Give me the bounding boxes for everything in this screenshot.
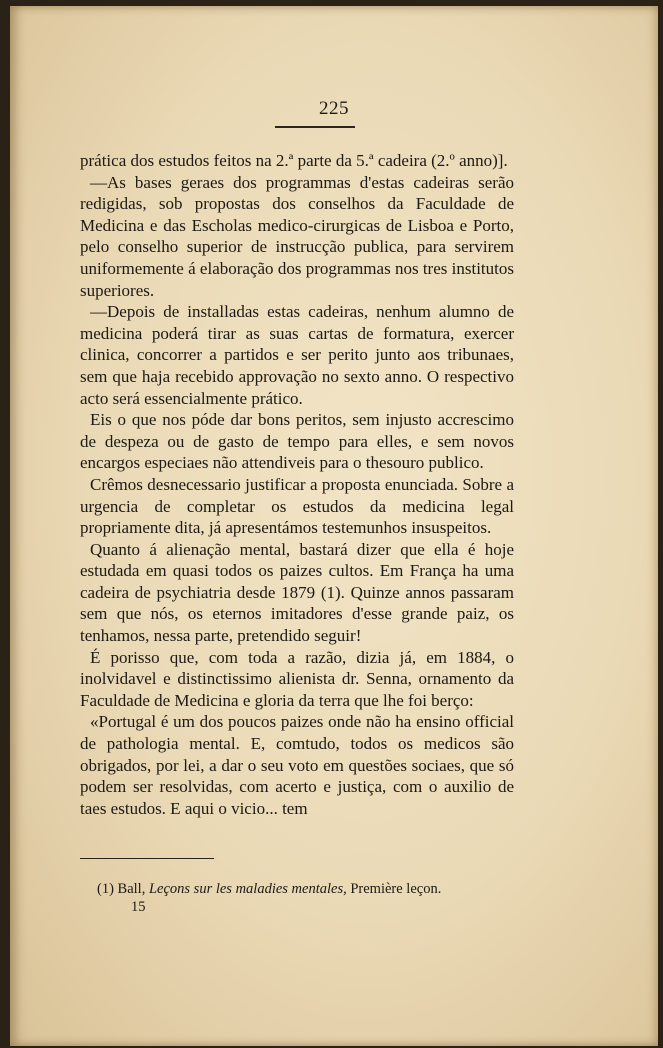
- paragraph: Quanto á alienação mental, bastará dizer que ella é hoje estudada em quasi todos os paizes cultos. Em França ha uma cadeira de psychiatria desde 1879 (1). Quinze annos passaram sem que nós, os eternos imitadores d'esse grande paiz, os tenhamos, nessa parte, pretendido seguir!: [80, 539, 514, 646]
- footnote-title: Leçons sur les maladies mentales,: [148, 881, 347, 897]
- paragraph: «Portugal é um dos poucos paizes onde não ha ensino official de pathologia mental. E, comtudo, todos os medicos são obrigados, por lei, a dar o seu voto em questões sociaes, que só podem ser resolvidas, com acerto e justiça, com o auxilio de taes estudos. E aqui o vicio... tem: [80, 712, 514, 818]
- paragraph: Eis o que nos póde dar bons peritos, sem injusto accrescimo de despeza ou de gasto de tempo para elles, e sem novos encargos especiaes não attendiveis para o thesouro publico.: [80, 410, 514, 473]
- footnote: [97, 881, 441, 898]
- paragraph: prática dos estudos feitos na 2.ª parte da 5.ª cadeira (2.º anno)].: [80, 151, 508, 170]
- page-number: 225: [319, 98, 349, 119]
- paragraph: —Depois de installadas estas cadeiras, nenhum alumno de medicina poderá tirar as suas cartas de formatura, exercer clinica, concorrer a partidos e ser perito junto aos tribunaes, sem que haja recebido approvação no sexto anno. O respectivo acto será essencialmente prático.: [80, 302, 514, 408]
- footnote-rest: Première leçon.: [350, 881, 442, 897]
- footnote-rule: [80, 858, 214, 859]
- footnote-marker: (1): [97, 881, 114, 897]
- body-text: [80, 150, 514, 819]
- printer-signature-mark: 15: [131, 899, 146, 915]
- paragraph: Crêmos desnecessario justificar a proposta enunciada. Sobre a urgencia de completar os estudos da medicina legal propriamente dita, já apresentámos testemunhos insuspeitos.: [80, 474, 514, 538]
- paragraph: É porisso que, com toda a razão, dizia já, em 1884, o inolvidavel e distinctissimo alienista dr. Senna, ornamento da Faculdade de Medicina e gloria da terra que lhe foi berço:: [80, 647, 514, 710]
- book-page: [10, 6, 658, 1046]
- page-number-rule: [275, 126, 355, 128]
- footnote-author: Ball,: [117, 881, 146, 897]
- paragraph: —As bases geraes dos programmas d'estas cadeiras serão redigidas, sob propostas dos conselhos da Faculdade de Medicina e das Escholas medico-cirurgicas de Lisboa e Porto, pelo conselho superior de instrucção publica, para servirem uniformemente á elaboração dos programmas nos tres institutos superiores.: [80, 172, 514, 300]
